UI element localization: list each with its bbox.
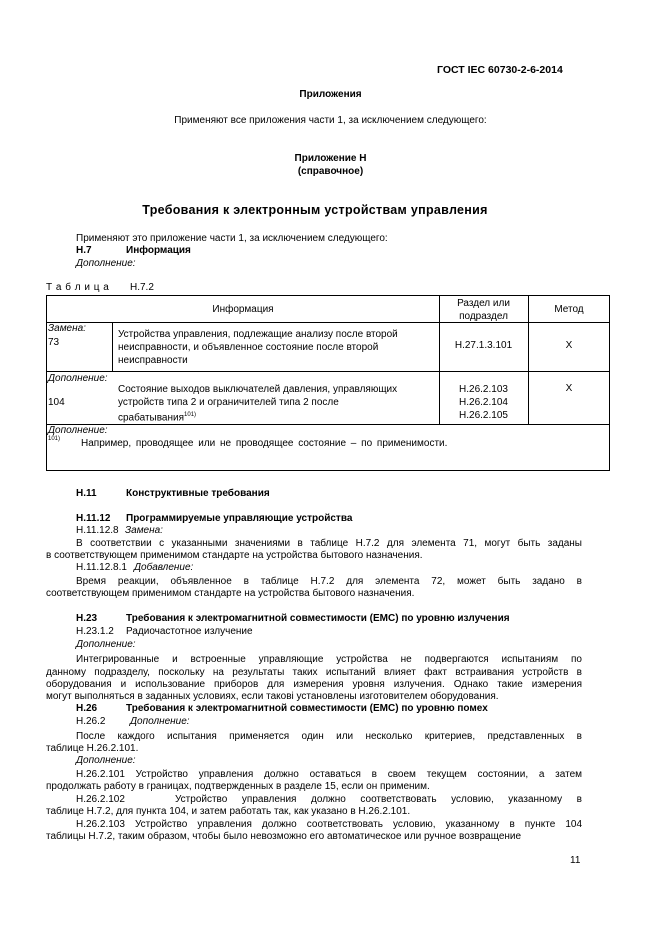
para6-number: Н.26.2.102 bbox=[76, 794, 125, 805]
row2-text bbox=[118, 383, 397, 424]
section-h262-number: Н.26.2 bbox=[76, 716, 106, 727]
section-h26-title: Требования к электромагнитной совместимости (ЕМС) по уровню помех bbox=[126, 703, 488, 714]
row2-method: Х bbox=[565, 383, 573, 394]
table-line bbox=[47, 371, 609, 372]
appendices-text: Применяют все приложения части 1, за исключением следующего: bbox=[174, 115, 487, 126]
para6-line2: таблице Н.7.2, для пункта 104, и затем работать так, как указано в Н.26.2.101. bbox=[46, 806, 411, 817]
row1-number: 73 bbox=[48, 337, 60, 348]
section-h7-title: Информация bbox=[126, 245, 191, 256]
row2-section-line3: Н.26.2.105 bbox=[459, 410, 508, 421]
para3-line1: Интегрированные и встроенные управляющие устройства не подвергаются испытаниям по bbox=[76, 654, 582, 665]
table-h72 bbox=[46, 295, 610, 471]
section-h262-label: Дополнение: bbox=[130, 716, 190, 727]
section-h11-title: Конструктивные требования bbox=[126, 488, 270, 499]
para2-line1: Время реакции, объявленное в таблице Н.7.2 для элемента 72, может быть задано в bbox=[76, 576, 582, 587]
para3-line3: оборудования и использование приборов для измерения уровня излучения. Однако такие измерения bbox=[46, 679, 582, 690]
para2-line2: соответствующем применимом стандарте на устройства бытового назначения. bbox=[46, 588, 415, 599]
section-h11128-number: Н.11.12.8 bbox=[76, 525, 119, 536]
section-h7-number: Н.7 bbox=[76, 245, 92, 256]
para4-line2: таблице Н.26.2.101. bbox=[46, 743, 139, 754]
para7-line2: таблицы Н.7.2, таким образом, чтобы было невозможно его автоматическое или ручное возвращение bbox=[46, 831, 522, 842]
row2-text-line3-word: срабатывания bbox=[118, 412, 185, 424]
row1-label: Замена: bbox=[48, 323, 86, 334]
table-caption-number: Н.7.2 bbox=[130, 282, 154, 293]
section-h11128-label: Замена: bbox=[125, 525, 163, 536]
para1-line1: В соответствии с указанными значениями в таблице Н.7.2 для элемента 71, могут быть заданы bbox=[76, 538, 582, 549]
para3-line2: данному подразделу, поскольку на результаты таких испытаний влияет факт встраивания устройств в bbox=[46, 667, 582, 678]
para5-line1: Н.26.2.101 Устройство управления должно оставаться в своем текущем состоянии, а затем bbox=[76, 769, 582, 780]
row2-number: 104 bbox=[48, 397, 65, 408]
section-h1112-title: Программируемые управляющие устройства bbox=[126, 513, 353, 524]
section-h111281-label: Добавление: bbox=[134, 562, 194, 573]
row2-text-line2: устройств типа 2 и ограничителей типа 2 после bbox=[118, 397, 339, 408]
row1-text-line3: неисправности bbox=[118, 355, 188, 366]
para3-line4: могут выполняться в заданных условиях, если такові установлены изготовителем оборудования. bbox=[46, 691, 499, 702]
section-h23-number: Н.23 bbox=[76, 613, 98, 624]
section-h23-title: Требования к электромагнитной совместимости (ЕМС) по уровню излучения bbox=[126, 613, 510, 624]
section-h11-number: Н.11 bbox=[76, 488, 97, 499]
row1-text-line2: неисправности, и объявленное состояние после второй bbox=[118, 342, 379, 353]
section-h111281-number: Н.11.12.8.1 bbox=[76, 562, 127, 573]
table-caption-word: Т а б л и ц а bbox=[46, 282, 110, 293]
appendices-title: Приложения bbox=[299, 89, 362, 100]
row2-section-line1: Н.26.2.103 bbox=[459, 384, 508, 395]
section-h2312-title: Радиочастотное излучение bbox=[126, 626, 253, 637]
header-method: Метод bbox=[554, 304, 584, 315]
annex-title: Приложение Н bbox=[294, 153, 367, 164]
para7-line1: Н.26.2.103 Устройство управления должно соответствовать условию, указанному в пункте 104 bbox=[76, 819, 582, 830]
row2-section bbox=[439, 383, 528, 422]
table-line bbox=[112, 322, 113, 372]
header-section-line2: подраздел bbox=[459, 311, 508, 322]
section-h26-number: Н.26 bbox=[76, 703, 98, 714]
header-section bbox=[439, 297, 528, 323]
footnote-mark: 101) bbox=[48, 436, 61, 442]
page-number: 11 bbox=[570, 855, 581, 866]
row2-text-line3 bbox=[118, 409, 397, 424]
header-info: Информация bbox=[212, 304, 274, 315]
para1-line2: в соответствующем применимом стандарте на устройства бытового назначения. bbox=[46, 550, 423, 561]
section-h2312-number: Н.23.1.2 bbox=[76, 626, 114, 637]
row1-section: Н.27.1.3.101 bbox=[454, 340, 513, 351]
row2-section-line2: Н.26.2.104 bbox=[459, 397, 508, 408]
footnote-ref: 101) bbox=[184, 412, 197, 418]
footnote-label: Дополнение: bbox=[48, 425, 108, 436]
addition-label: Дополнение: bbox=[76, 639, 136, 650]
row2-label: Дополнение: bbox=[48, 373, 108, 384]
annex-intro: Применяют это приложение части 1, за исключением следующего: bbox=[76, 233, 388, 244]
table-line bbox=[528, 296, 529, 424]
para4-line1: После каждого испытания применяется один или несколько критериев, представленных в bbox=[76, 731, 582, 742]
standard-code: ГОСТ IEC 60730-2-6-2014 bbox=[437, 64, 563, 76]
addition-label: Дополнение: bbox=[76, 755, 136, 766]
row1-text bbox=[118, 328, 398, 367]
annex-subtitle: (справочное) bbox=[297, 166, 364, 177]
para5-line2: продолжать работу в границах, подтвержденных в разделе 15, если он применим. bbox=[46, 781, 430, 792]
row1-method: Х bbox=[565, 340, 573, 351]
row1-text-line1: Устройства управления, подлежащие анализу после второй bbox=[118, 329, 398, 340]
footnote-text: Например, проводящее или не проводящее состояние – по применимости. bbox=[81, 438, 448, 449]
section-h1112-number: Н.11.12 bbox=[76, 513, 111, 524]
annex-heading: Требования к электронным устройствам управления bbox=[142, 203, 488, 217]
para6-line1: Устройство управления должно соответствовать условию, указанному в bbox=[175, 794, 582, 805]
addition-label: Дополнение: bbox=[76, 258, 136, 269]
header-section-line1: Раздел или bbox=[457, 298, 510, 309]
row2-text-line1: Состояние выходов выключателей давления, управляющих bbox=[118, 384, 398, 395]
